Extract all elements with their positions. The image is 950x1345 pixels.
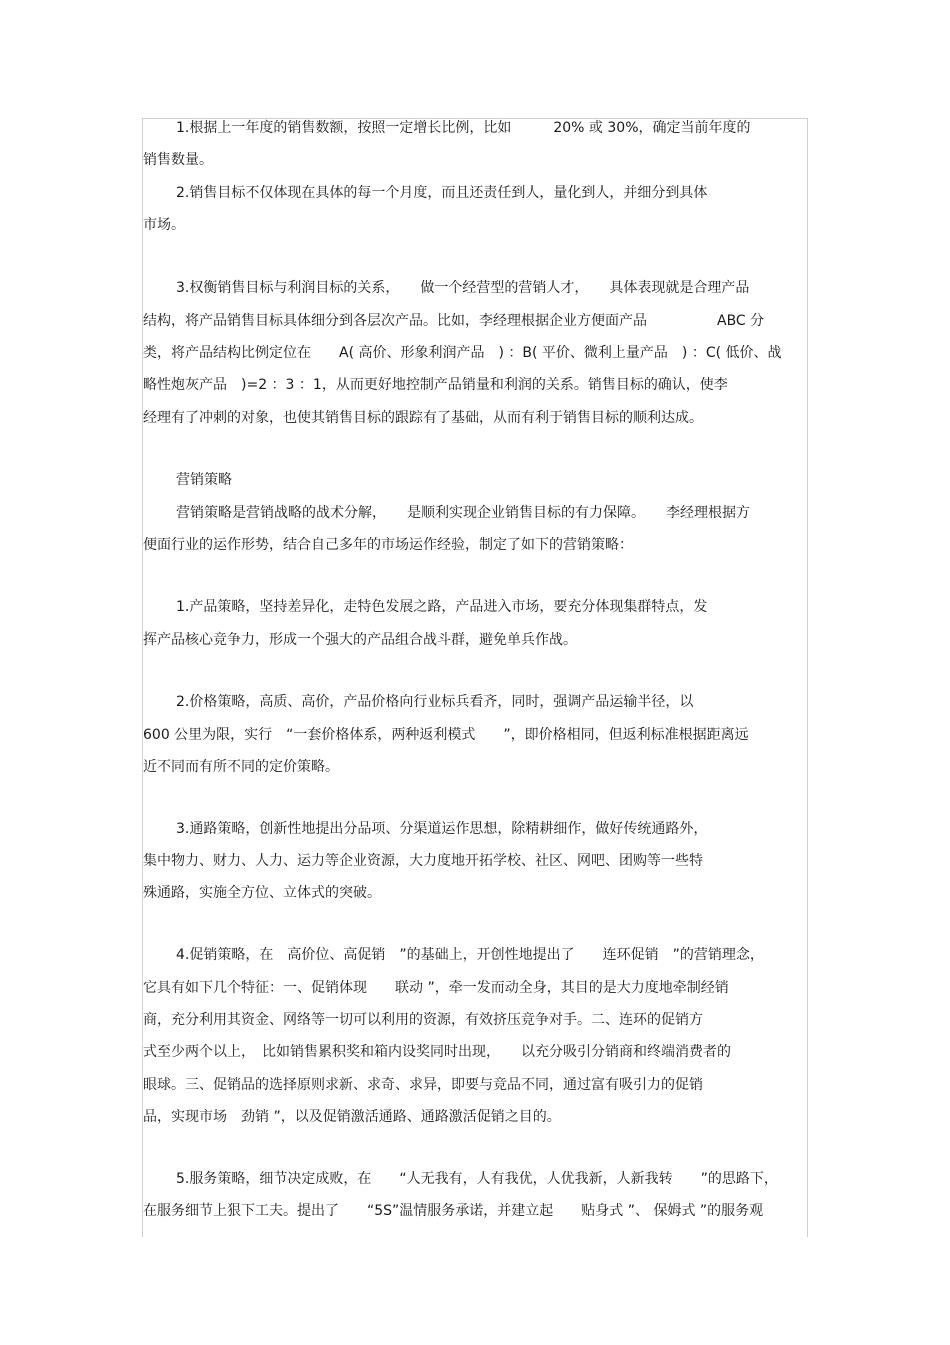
text-line: 式至少两个以上， 比如销售累积奖和箱内设奖同时出现， 以充分吸引分销商和终端消费者的	[143, 1044, 731, 1060]
text-line: 略性炮灰产品 )=2 ：3 ：1，从而更好地控制产品销量和利润的关系。销售目标的确认，使李	[143, 377, 728, 393]
text-line: 眼球。三、促销品的选择原则求新、求奇、求异，即要与竞品不同，通过富有吸引力的促销	[143, 1077, 703, 1093]
text-line: 类，将产品结构比例定位在 A( 高价、形象利润产品 ) ：B( 平价、微利上量产品 ) ：C( 低价、战	[143, 345, 782, 361]
text-line: 经理有了冲刺的对象，也使其销售目标的跟踪有了基础，从而有利于销售目标的顺利达成。	[143, 410, 703, 426]
text-line: 在服务细节上狠下工夫。提出了 “5S”温情服务承诺，并建立起 贴身式 ”、 保姆式 ”的服务观	[143, 1203, 764, 1219]
text-line: 近不同而有所不同的定价策略。	[143, 759, 339, 775]
text-line: 便面行业的运作形势，结合自己多年的市场运作经验，制定了如下的营销策略：	[143, 537, 633, 553]
text-line: 它具有如下几个特征：一、促销体现 联动 ”，牵一发而动全身，其目的是大力度地牵制经销	[143, 980, 729, 996]
text-line: 1.根据上一年度的销售数额，按照一定增长比例，比如 20% 或 30%，确定当前年度的	[176, 120, 751, 136]
text-line: 1.产品策略，坚持差异化，走特色发展之路，产品进入市场，要充分体现集群特点，发	[176, 599, 708, 615]
text-line: 商，充分利用其资金、网络等一切可以利用的资源，有效挤压竞争对手。二、连环的促销方	[143, 1012, 703, 1028]
text-line: 2.价格策略，高质、高价，产品价格向行业标兵看齐，同时，强调产品运输半径，以	[176, 694, 694, 710]
text-line: 3.通路策略，创新性地提出分品项、分渠道运作思想，除精耕细作，做好传统通路外，	[176, 821, 708, 837]
text-line: 市场。	[143, 217, 185, 233]
text-line: 殊通路，实施全方位、立体式的突破。	[143, 885, 381, 901]
section-heading: 营销策略	[176, 472, 232, 488]
text-line: 600 公里为限，实行 “一套价格体系，两种返利模式 ”，即价格相同，但返利标准根据距离远	[143, 727, 749, 743]
text-line: 销售数量。	[143, 152, 213, 168]
text-line: 营销策略是营销战略的战术分解， 是顺利实现企业销售目标的有力保障。 李经理根据方	[176, 505, 750, 521]
text-line: 集中物力、财力、人力、运力等企业资源，大力度地开拓学校、社区、网吧、团购等一些特	[143, 853, 703, 869]
text-line: 2.销售目标不仅体现在具体的每一个月度，而且还责任到人，量化到人，并细分到具体	[176, 185, 708, 201]
text-line: 5.服务策略，细节决定成败，在 “人无我有，人有我优，人优我新，人新我转 ”的思路下，	[176, 1171, 778, 1187]
text-line: 挥产品核心竞争力，形成一个强大的产品组合战斗群，避免单兵作战。	[143, 632, 577, 648]
text-line: 3.权衡销售目标与利润目标的关系， 做一个经营型的营销人才， 具体表现就是合理产品	[176, 280, 750, 296]
text-line: 品，实现市场 劲销 ”，以及促销激活通路、通路激活促销之目的。	[143, 1109, 561, 1125]
text-line: 结构，将产品销售目标具体细分到各层次产品。比如，李经理根据企业方便面产品 ABC 分	[143, 313, 765, 329]
text-line: 4.促销策略，在 高价位、高促销 ”的基础上，开创性地提出了 连环促销 ”的营销理念，	[176, 947, 764, 963]
